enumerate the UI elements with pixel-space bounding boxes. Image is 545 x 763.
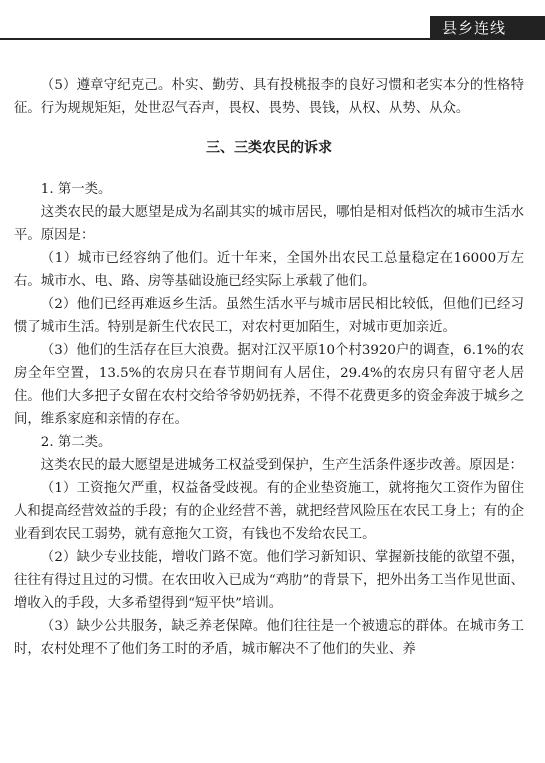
section-tag: 县乡连线 [430, 16, 545, 40]
paragraph: （3）他们的生活存在巨大浪费。据对江汉平原10个村3920户的调查，6.1%的农房全年空置，13.5%的农房只在春节期间有人居住，29.4%的农房只有留守老人居住。他们大多把子女留在农村交给爷爷奶奶抚养，不得不花费更多的资金奔波于城乡之间，维系家庭和亲情的存在。 [14, 343, 524, 427]
section-heading: 三、三类农民的诉求 [206, 140, 332, 156]
paragraph: （2）他们已经再难返乡生活。虽然生活水平与城市居民相比较低，但他们已经习惯了城市生活。特别是新生代农民工，对农村更加陌生，对城市更加亲近。 [14, 297, 524, 335]
paragraph: （5）遵章守纪克己。朴实、勤劳、具有投桃报李的良好习惯和老实本分的性格特征。行为规规矩矩，处世忍气吞声，畏权、畏势、畏钱，从权、从势、从众。 [14, 78, 524, 116]
paragraph: 这类农民的最大愿望是成为名副其实的城市居民，哪怕是相对低档次的城市生活水平。原因是： [14, 205, 524, 243]
paragraph: 2. 第二类。 [40, 435, 112, 450]
page-body [14, 74, 524, 661]
paragraph: （1）工资拖欠严重，权益备受歧视。有的企业垫资施工，就将拖欠工资作为留住人和提高经营效益的手段；有的企业经营不善，就把经营风险压在农民工身上；有的企业看到农民工弱势，就有意拖欠工资，有钱也不发给农民工。 [14, 481, 524, 542]
paragraph: （1）城市已经容纳了他们。近十年来，全国外出农民工总量稳定在16000万左右。城市水、电、路、房等基础设施已经实际上承载了他们。 [14, 251, 524, 289]
paragraph: 1. 第一类。 [40, 182, 112, 197]
paragraph: （3）缺少公共服务，缺乏养老保障。他们往往是一个被遗忘的群体。在城市务工时，农村处理不了他们务工时的矛盾，城市解决不了他们的失业、养 [14, 619, 524, 657]
paragraph: （2）缺少专业技能，增收门路不宽。他们学习新知识、掌握新技能的欲望不强，往往有得过且过的习惯。在农田收入已成为“鸡肋”的背景下，把外出务工当作见世面、增收入的手段，大多希望得到“短平快”培训。 [14, 550, 524, 611]
paragraph: 这类农民的最大愿望是进城务工权益受到保护，生产生活条件逐步改善。原因是： [40, 458, 523, 473]
